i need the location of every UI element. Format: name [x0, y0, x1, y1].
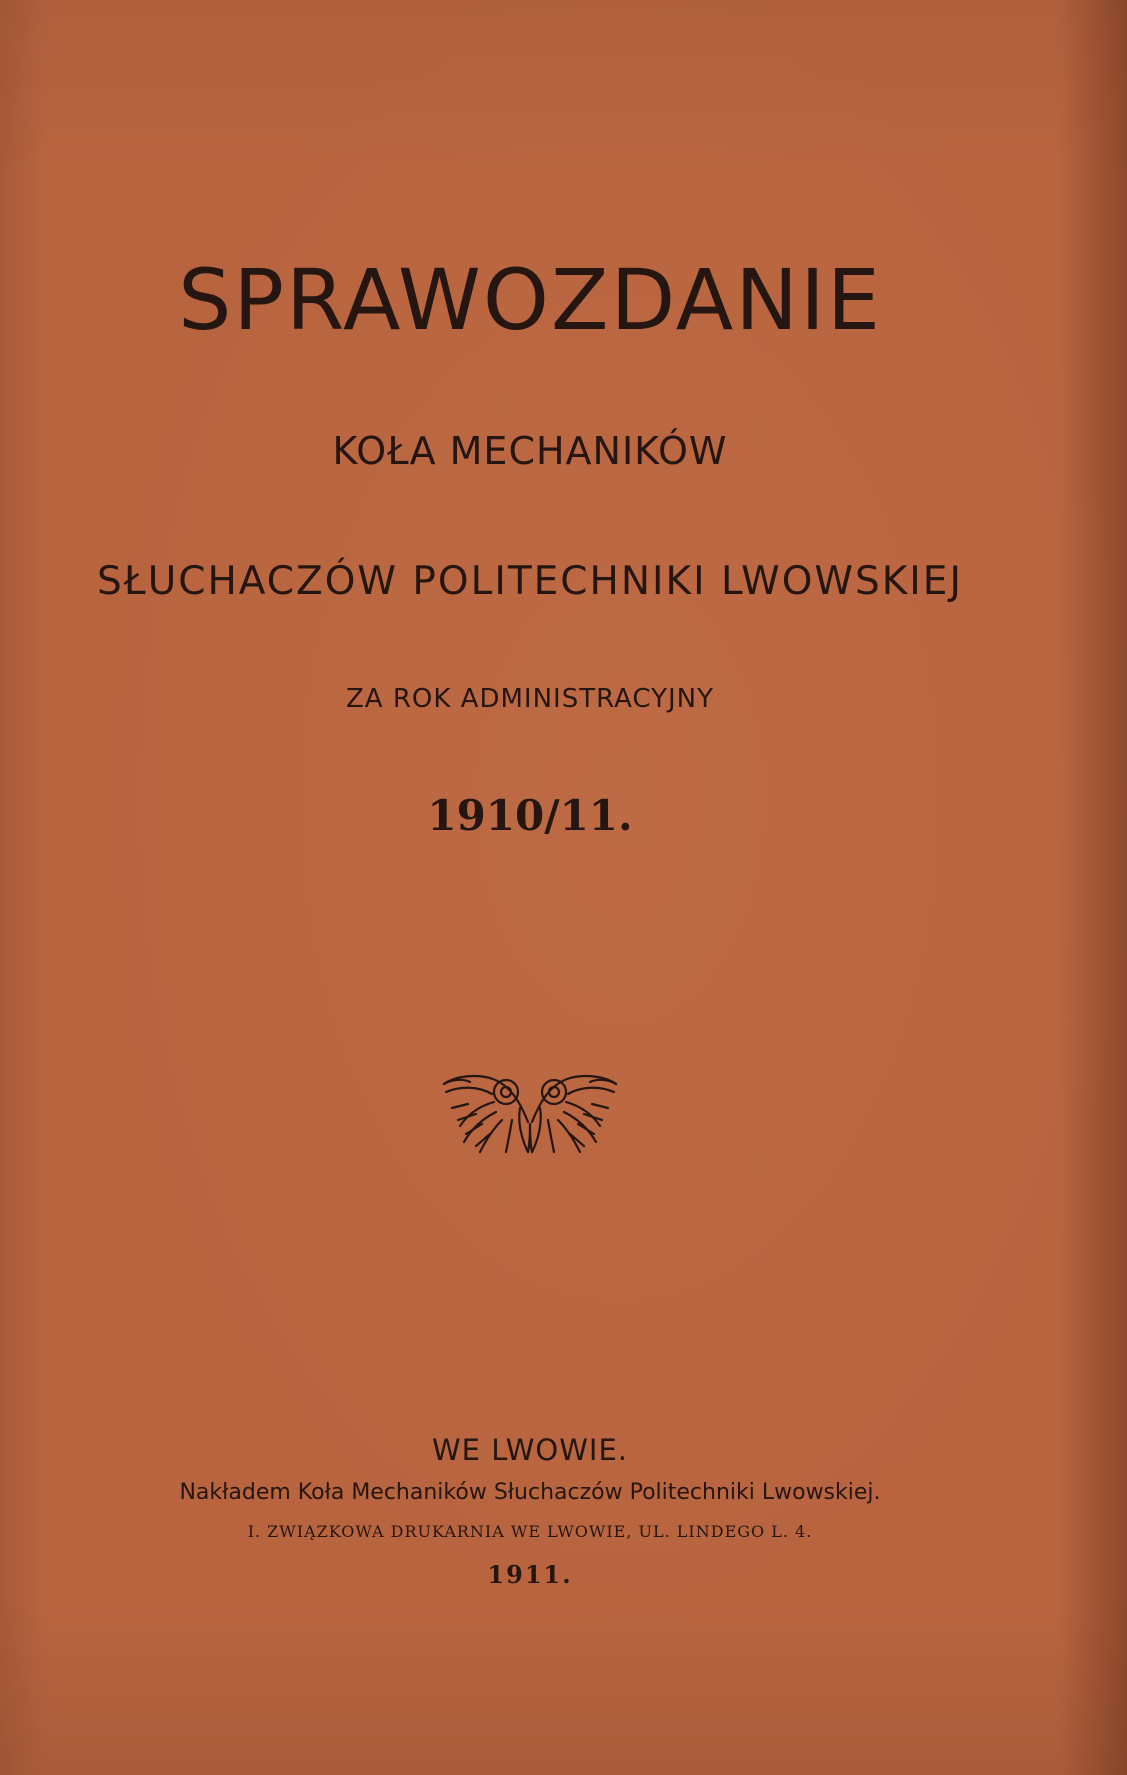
cover-subtitle-line3: ZA ROK ADMINISTRACYJNY	[345, 684, 715, 714]
imprint-place: WE LWOWIE.	[432, 1433, 628, 1467]
cover-year: 1910/11.	[427, 791, 633, 840]
imprint-printer: I. ZWIĄZKOWA DRUKARNIA WE LWOWIE, UL. LINDEGO L. 4.	[247, 1522, 813, 1541]
cover-subtitle-line2: SŁUCHACZÓW POLITECHNIKI LWOWSKIEJ	[97, 559, 963, 604]
cover-title: SPRAWOZDANIE	[178, 251, 882, 349]
floral-ornament-icon	[440, 1062, 620, 1156]
cover-subtitle-line1: KOŁA MECHANIKÓW	[332, 429, 728, 473]
imprint-publisher: Nakładem Koła Mechaników Słuchaczów Politechniki Lwowskiej.	[179, 1480, 881, 1505]
imprint-year: 1911.	[487, 1560, 573, 1589]
